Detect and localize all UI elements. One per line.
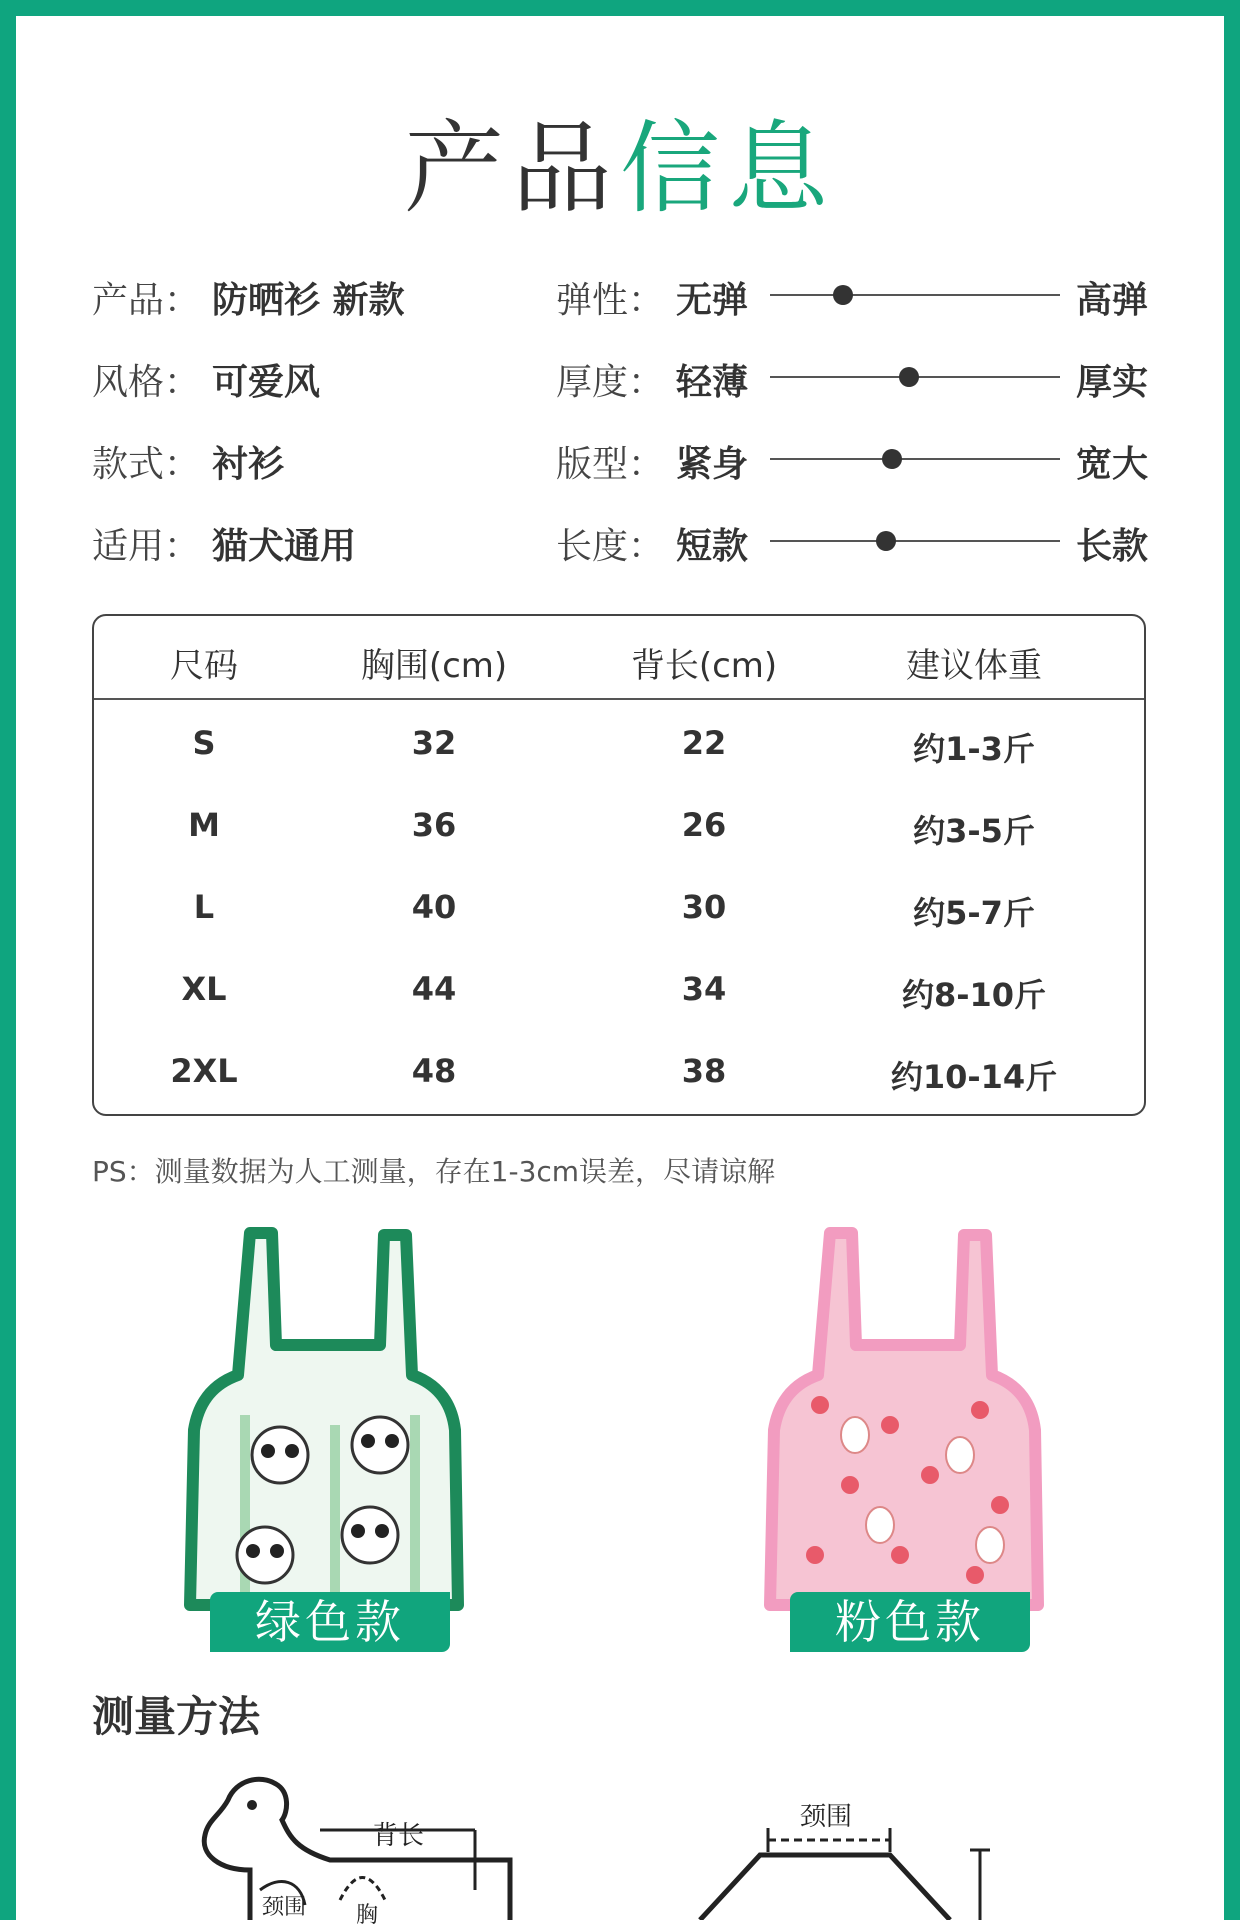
- label-dog-chest: 胸: [356, 1903, 379, 1928]
- rating-track: [770, 458, 1060, 460]
- rating-elasticity: [556, 272, 1156, 321]
- cell-chest: 48: [411, 1052, 457, 1090]
- rating-key: 长度：: [556, 526, 665, 567]
- cell-back: 26: [681, 806, 727, 844]
- cell-size: 2XL: [170, 1052, 238, 1090]
- spec-type: [92, 436, 284, 487]
- label-dog-neck: 颈围: [262, 1895, 307, 1920]
- rating-high: 高弹: [1076, 280, 1149, 321]
- pink-shirt-image: [760, 1225, 1050, 1645]
- cell-chest: 36: [411, 806, 457, 844]
- rating-high: 长款: [1076, 526, 1149, 567]
- spec-usage: [92, 518, 356, 569]
- rating-high: 宽大: [1076, 444, 1149, 485]
- spec-key: 风格：: [92, 362, 201, 403]
- cell-back: 22: [681, 724, 727, 762]
- spec-value: 防晒衫 新款: [212, 280, 405, 321]
- cell-chest: 40: [411, 888, 457, 926]
- rating-track: [770, 540, 1060, 542]
- spec-style: [92, 354, 320, 405]
- dog-measure-diagram: [190, 1760, 520, 1920]
- header-chest: 胸围(cm): [360, 646, 508, 686]
- rating-dot: [833, 285, 853, 305]
- cell-size: XL: [181, 970, 227, 1008]
- measurement-note: PS：测量数据为人工测量，存在1-3cm误差，尽请谅解: [92, 1155, 776, 1188]
- cell-back: 30: [681, 888, 727, 926]
- rating-low: 短款: [676, 526, 749, 567]
- cell-weight: 约1-3斤: [913, 730, 1035, 768]
- pink-variant-label: 粉色款: [835, 1595, 985, 1649]
- green-shirt-image: [180, 1225, 470, 1645]
- cell-chest: 44: [411, 970, 457, 1008]
- rating-track: [770, 294, 1060, 296]
- cell-size: S: [192, 724, 216, 762]
- size-table: [92, 614, 1146, 1116]
- cell-size: M: [188, 806, 220, 844]
- rating-length: [556, 518, 1156, 567]
- spec-key: 款式：: [92, 444, 201, 485]
- size-table-header: [94, 616, 1144, 700]
- cell-back: 38: [681, 1052, 727, 1090]
- rating-dot: [899, 367, 919, 387]
- pink-variant-badge: [790, 1592, 1030, 1652]
- rating-track: [770, 376, 1060, 378]
- rating-low: 无弹: [676, 280, 749, 321]
- rating-thickness: [556, 354, 1156, 403]
- title-part-1: 产品: [404, 110, 620, 227]
- rating-key: 弹性：: [556, 280, 665, 321]
- label-back-length: 背长: [372, 1821, 425, 1851]
- spec-value: 可爱风: [212, 362, 321, 403]
- rating-dot: [876, 531, 896, 551]
- header-weight: 建议体重: [906, 646, 1042, 686]
- rating-low: 轻薄: [676, 362, 749, 403]
- rating-fit: [556, 436, 1156, 485]
- rating-dot: [882, 449, 902, 469]
- green-variant-label: 绿色款: [255, 1595, 405, 1649]
- page-title: [0, 88, 1240, 232]
- spec-value: 衬衫: [212, 444, 285, 485]
- cell-weight: 约5-7斤: [913, 894, 1035, 932]
- spec-key: 产品：: [92, 280, 201, 321]
- cell-weight: 约10-14斤: [890, 1058, 1058, 1096]
- rating-high: 厚实: [1076, 362, 1149, 403]
- spec-value: 猫犬通用: [212, 526, 357, 567]
- cell-chest: 32: [411, 724, 457, 762]
- method-title: 测量方法: [92, 1692, 261, 1741]
- cell-size: L: [193, 888, 215, 926]
- rating-key: 厚度：: [556, 362, 665, 403]
- label-shirt-neck: 颈围: [800, 1802, 853, 1832]
- cell-back: 34: [681, 970, 727, 1008]
- cell-weight: 约8-10斤: [901, 976, 1047, 1014]
- spec-key: 适用：: [92, 526, 201, 567]
- header-size: 尺码: [170, 646, 238, 686]
- header-back: 背长(cm): [630, 646, 778, 686]
- green-variant-badge: [210, 1592, 450, 1652]
- cell-weight: 约3-5斤: [913, 812, 1035, 850]
- rating-low: 紧身: [676, 444, 749, 485]
- title-part-2: 信息: [620, 110, 836, 227]
- spec-product: [92, 272, 405, 323]
- rating-key: 版型：: [556, 444, 665, 485]
